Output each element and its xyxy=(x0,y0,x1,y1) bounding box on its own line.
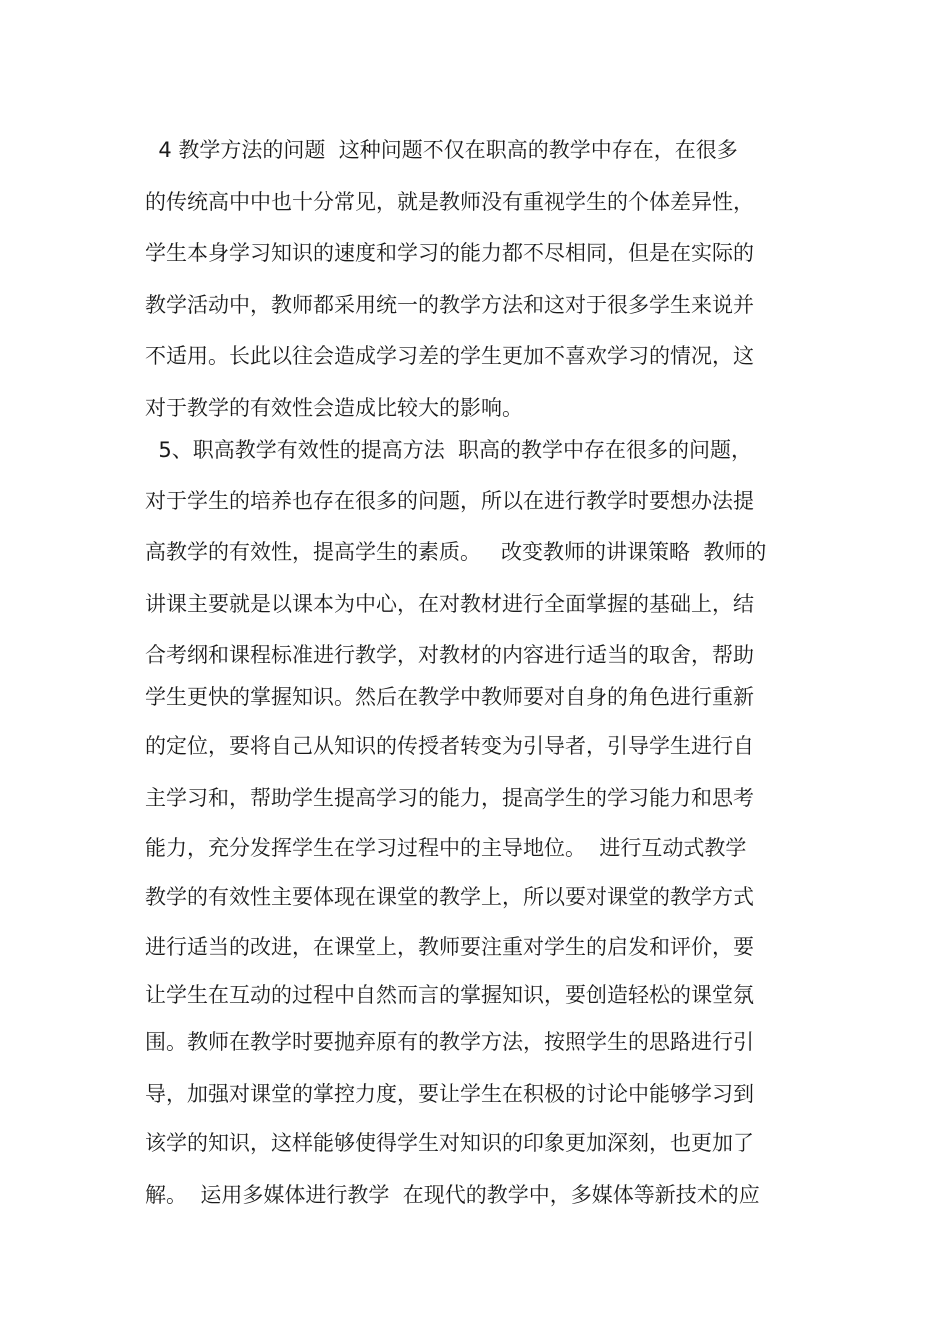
text-line: 的定位，要将自己从知识的传授者转变为引导者，引导学生进行自 xyxy=(145,734,754,758)
text-line: 学生本身学习知识的速度和学习的能力都不尽相同，但是在实际的 xyxy=(145,241,754,265)
text-line: 教学的有效性主要体现在课堂的教学上，所以要对课堂的教学方式 xyxy=(145,885,754,909)
text-line: 解。 运用多媒体进行教学 在现代的教学中，多媒体等新技术的应 xyxy=(145,1183,760,1207)
text-line: 合考纲和课程标准进行教学，对教材的内容进行适当的取舍，帮助 xyxy=(145,643,754,667)
text-line: 对于教学的有效性会造成比较大的影响。 xyxy=(145,396,523,420)
text-line: 导，加强对课堂的掌控力度，要让学生在积极的讨论中能够学习到 xyxy=(145,1082,754,1106)
text-line: 4 教学方法的问题 这种问题不仅在职高的教学中存在，在很多 xyxy=(145,138,738,162)
text-line: 5、职高教学有效性的提高方法 职高的教学中存在很多的问题， xyxy=(145,438,753,462)
text-line: 进行适当的改进，在课堂上，教师要注重对学生的启发和评价，要 xyxy=(145,935,754,959)
text-line: 高教学的有效性，提高学生的素质。 改变教师的讲课策略 教师的 xyxy=(145,540,767,564)
text-line: 围。教师在教学时要抛弃原有的教学方法，按照学生的思路进行引 xyxy=(145,1030,754,1054)
text-line: 教学活动中，教师都采用统一的教学方法和这对于很多学生来说并 xyxy=(145,293,754,317)
text-line: 不适用。长此以往会造成学习差的学生更加不喜欢学习的情况，这 xyxy=(145,344,754,368)
text-line: 对于学生的培养也存在很多的问题，所以在进行教学时要想办法提 xyxy=(145,489,754,513)
text-line: 的传统高中中也十分常见，就是教师没有重视学生的个体差异性， xyxy=(145,190,754,214)
text-line: 让学生在互动的过程中自然而言的掌握知识，要创造轻松的课堂氛 xyxy=(145,983,754,1007)
text-line: 主学习和，帮助学生提高学习的能力，提高学生的学习能力和思考 xyxy=(145,786,754,810)
text-line: 学生更快的掌握知识。然后在教学中教师要对自身的角色进行重新 xyxy=(145,685,754,709)
text-line: 该学的知识，这样能够使得学生对知识的印象更加深刻，也更加了 xyxy=(145,1131,754,1155)
text-line: 讲课主要就是以课本为中心，在对教材进行全面掌握的基础上，结 xyxy=(145,592,754,616)
text-line: 能力，充分发挥学生在学习过程中的主导地位。 进行互动式教学 xyxy=(145,836,747,860)
